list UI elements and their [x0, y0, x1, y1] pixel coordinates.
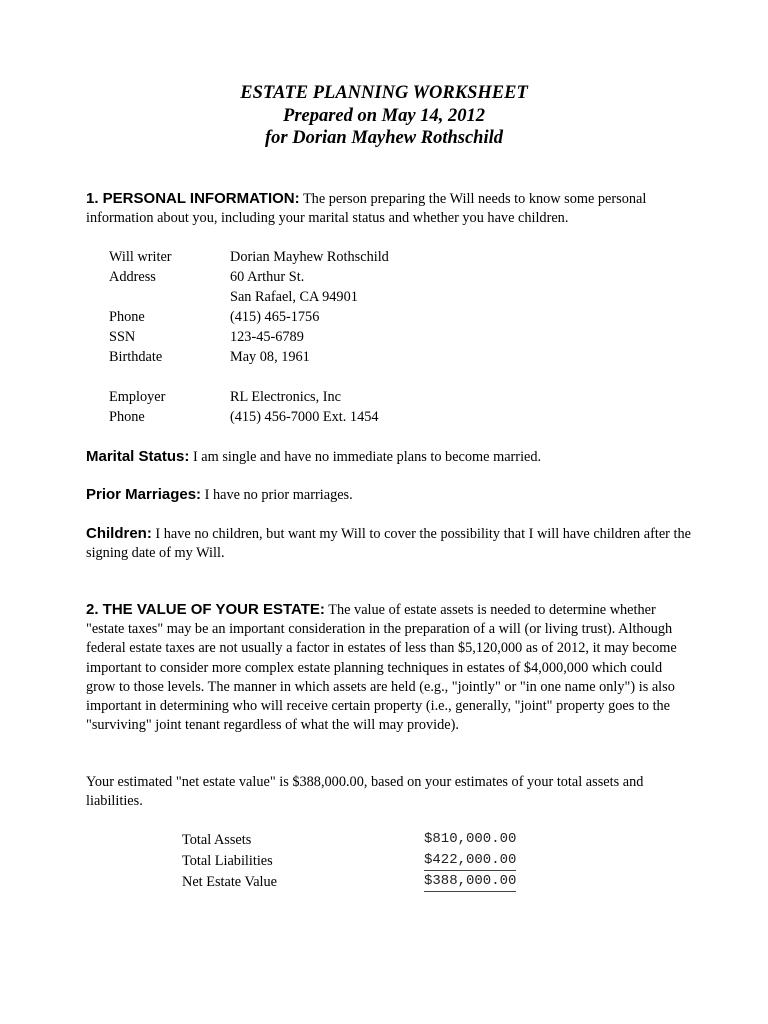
- children-label: Children:: [86, 525, 152, 542]
- totals-value: $810,000.00: [424, 831, 517, 847]
- info-value: May 08, 1961: [230, 349, 310, 365]
- children-text: I have no children, but want my Will to cover the possibility that I will have children after the signing date of my Will.: [86, 526, 691, 562]
- children-paragraph: [86, 524, 692, 563]
- info-value: (415) 456-7000 Ext. 1454: [230, 409, 379, 425]
- info-value: San Rafael, CA 94901: [230, 289, 358, 305]
- marital-status-label: Marital Status:: [86, 448, 190, 465]
- info-label: Phone: [109, 309, 145, 325]
- prior-marriages-label: Prior Marriages:: [86, 486, 202, 503]
- totals-value: $388,000.00: [424, 872, 516, 892]
- net-estate-text: Your estimated "net estate value" is $388,000.00, based on your estimates of your total assets and liabilities.: [86, 774, 644, 810]
- info-value: Dorian Mayhew Rothschild: [230, 249, 389, 265]
- info-label: Will writer: [109, 249, 172, 265]
- estate-value-paragraph: [86, 600, 692, 735]
- prepared-date-line: Prepared on May 14, 2012: [283, 105, 485, 126]
- info-value: RL Electronics, Inc: [230, 389, 342, 405]
- prepared-for-line: for Dorian Mayhew Rothschild: [265, 128, 503, 148]
- personal-info-paragraph: [86, 189, 692, 228]
- info-value: (415) 465-1756: [230, 309, 320, 325]
- personal-info-intro: The person preparing the Will needs to know some personal information about you, including your marital status and whether you have children.: [86, 191, 647, 227]
- info-label: Phone: [109, 409, 145, 425]
- prior-marriages-paragraph: [86, 485, 692, 505]
- marital-status-paragraph: [86, 447, 692, 467]
- net-estate-paragraph: [86, 773, 692, 811]
- totals-label: Total Liabilities: [182, 853, 273, 869]
- info-label: SSN: [109, 329, 136, 345]
- totals-row: [182, 830, 532, 851]
- totals-value: $422,000.00: [424, 851, 516, 871]
- totals-row: [182, 851, 532, 872]
- info-label: Employer: [109, 389, 166, 405]
- marital-status-text: I am single and have no immediate plans to become married.: [192, 449, 542, 465]
- info-value: 123-45-6789: [230, 329, 304, 345]
- totals-row: [182, 872, 532, 893]
- estate-value-intro: The value of estate assets is needed to determine whether "estate taxes" may be an important consideration in the preparation of a will (or living trust). Although federal estate taxes are not usually a factor in estates of less than $5,120,000 as of 2012, it may become important to consider more complex estate planning techniques in estates of $4,000,000 which could grow to those levels. The manner in which assets are held (e.g., "jointly" or "in one name only") is also important in determining who will receive certain property (i.e., generally, "joint" property goes to the "surviving" joint tenant regardless of what the will may provide).: [86, 602, 677, 734]
- title-line: ESTATE PLANNING WORKSHEET: [240, 83, 528, 103]
- totals-label: Total Assets: [182, 832, 252, 848]
- prior-marriages-text: I have no prior marriages.: [204, 487, 353, 503]
- info-label: Address: [109, 269, 156, 285]
- estate-value-heading: 2. THE VALUE OF YOUR ESTATE:: [86, 601, 325, 618]
- totals-label: Net Estate Value: [182, 874, 278, 890]
- info-value: 60 Arthur St.: [230, 269, 305, 285]
- personal-info-heading: 1. PERSONAL INFORMATION:: [86, 190, 300, 207]
- info-label: Birthdate: [109, 349, 163, 365]
- document-title: [0, 82, 768, 150]
